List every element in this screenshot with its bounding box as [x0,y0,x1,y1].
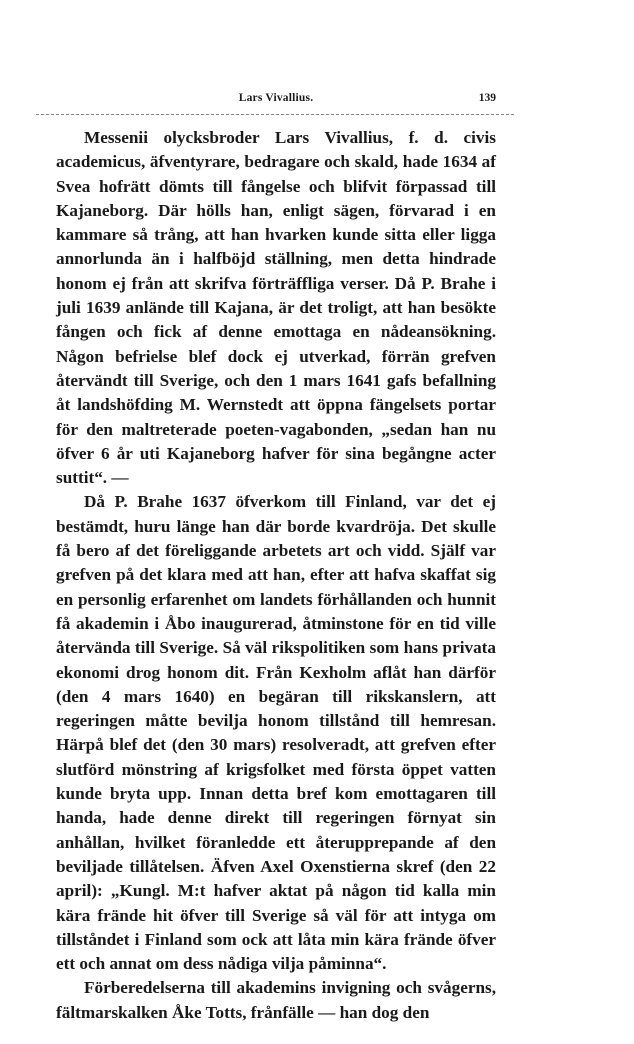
body-text [56,126,496,1025]
header-rule [36,114,514,115]
running-header [56,86,496,112]
paragraph-3: Förberedelserna till akademins invigning och svågerns, fältmarskalken Åke Totts, frånfälle — han dog den [56,978,496,1022]
page-number: 139 [478,92,496,104]
header-title: Lars Vivallius. [238,92,314,104]
paragraph-2: Då P. Brahe 1637 öfverkom till Finland, var det ej bestämdt, huru länge han där borde kvardröja. Det skulle få bero af det föreliggande arbetets art och vidd. Själf var grefven på det klara med att han, efter att hafva skaffat sig en personlig erfarenhet om landets förhållanden och hunnit få akademin i Åbo inaugurerad, åtminstone för en tid ville återvända till Sverige. Så väl rikspolitiken som hans privata ekonomi drog honom dit. Från Kexholm aflåt han därför (den 4 mars 1640) en begäran till rikskanslern, att regeringen måtte bevilja honom tillstånd till hemresan. Härpå blef det (den 30 mars) resolveradt, att grefven efter slutförd mönstring af krigsfolket med första öppet vatten kunde bryta upp. Innan detta bref kom emottagaren till handa, hade denne direkt till regeringen förnyat sin anhållan, hvilket föranledde ett återupprepande af den beviljade tillåtelsen. Äfven Axel Oxenstierna skref (den 22 april): „Kungl. M:t hafver aktat på någon tid kalla min kära frände hit öfver till Sverige så väl för att intyga om tillståndet i Finland som ock att låta min kära frände öfver ett och annat om dess nådiga vilja påminna“. [56,492,496,974]
book-page [56,86,496,1025]
paragraph-1: Messenii olycksbroder Lars Vivallius, f. d. civis academicus, äfventyrare, bedragare och skald, hade 1634 af Svea hofrätt dömts till fångelse och blifvit förpassad till Kajaneborg. Där hölls han, enligt sägen, förvarad i en kammare så trång, att han hvarken kunde sitta eller ligga annorlunda än i halfböjd ställning, men detta hindrade honom ej från att skrifva förträffliga verser. Då P. Brahe i juli 1639 anlände till Kajana, är det troligt, att han besökte fången och fick af denne emottaga en nådeansökning. Någon befrielse blef dock ej utverkad, förrän grefven återvändt till Sverige, och den 1 mars 1641 gafs befallning åt landshöfding M. Wernstedt att öppna fängelsets portar för den maltreterade poeten-vagabonden, „sedan han nu öfver 6 år uti Kajaneborg hafver för sina begångne acter suttit“. — [56,128,496,488]
